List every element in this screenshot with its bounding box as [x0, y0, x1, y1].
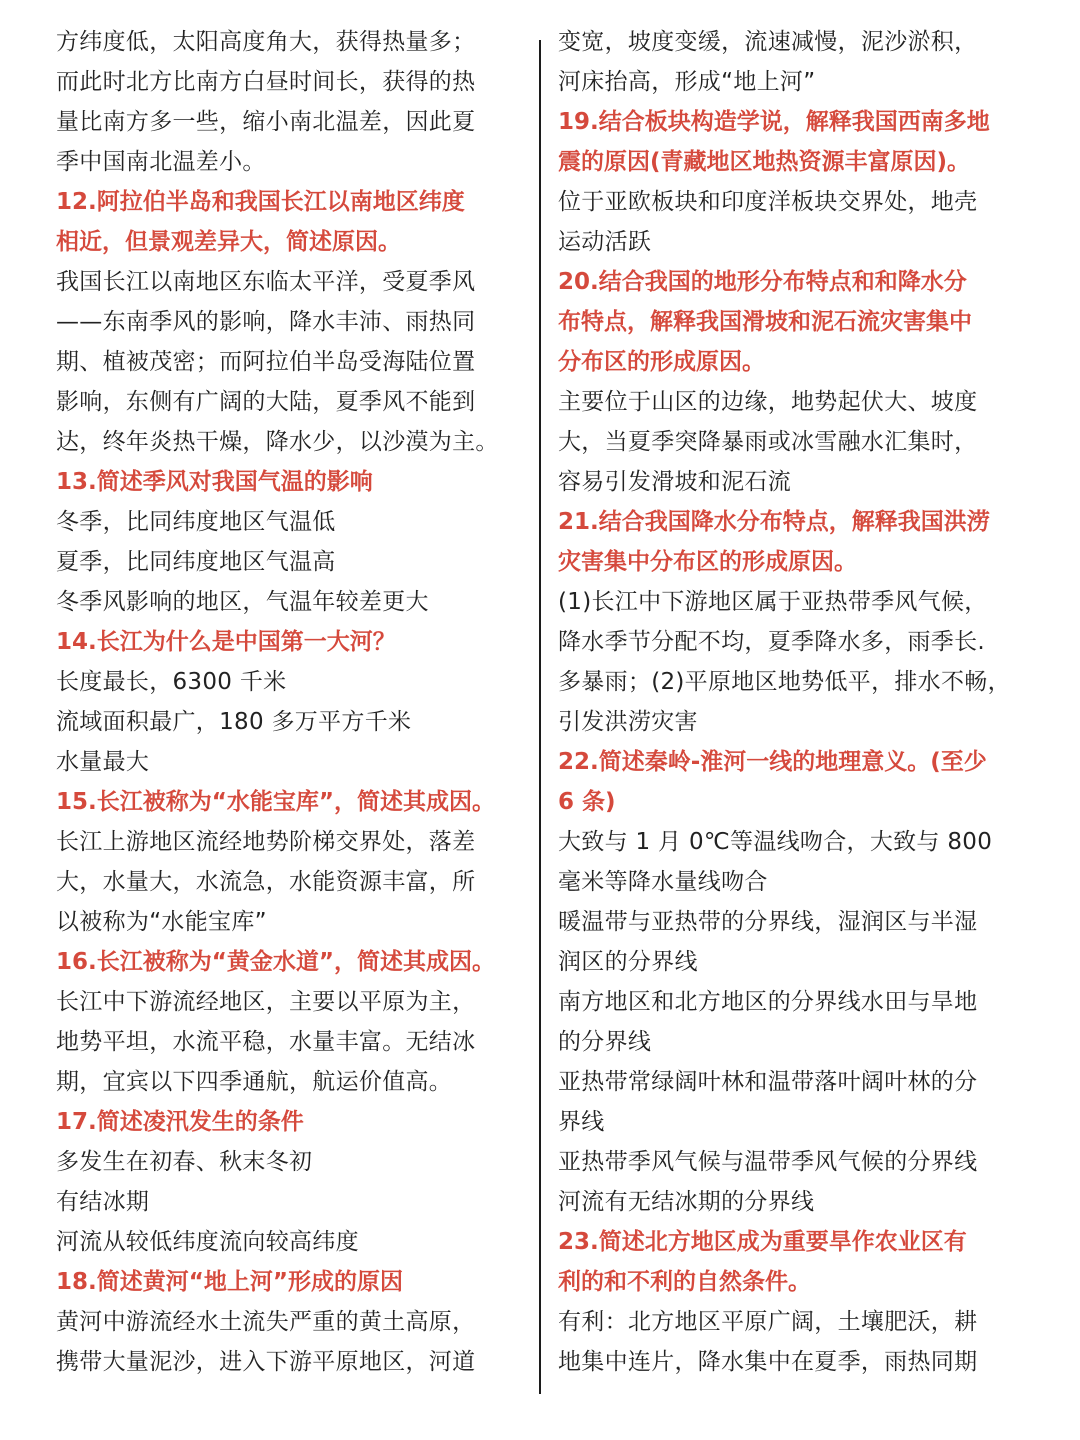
left-answer-line: 影响，东侧有广阔的大陆，夏季风不能到 [56, 389, 476, 415]
right-question-line: 利的和不利的自然条件。 [558, 1269, 811, 1295]
left-question-line: 14.长江为什么是中国第一大河？ [56, 629, 396, 655]
right-question-line: 20.结合我国的地形分布特点和和降水分 [558, 269, 967, 295]
left-answer-line: 季中国南北温差小。 [56, 149, 266, 175]
left-answer-line: 量比南方多一些，缩小南北温差，因此夏 [56, 109, 476, 135]
right-question-line: 布特点，解释我国滑坡和泥石流灾害集中 [558, 309, 972, 335]
right-question-line: 23.简述北方地区成为重要旱作农业区有 [558, 1229, 967, 1255]
left-answer-line: 冬季风影响的地区，气温年较差更大 [56, 589, 429, 615]
left-answer-line: 我国长江以南地区东临太平洋，受夏季风 [56, 269, 476, 295]
right-answer-line: 地集中连片，降水集中在夏季，雨热同期 [558, 1349, 978, 1375]
left-answer-line: 携带大量泥沙，进入下游平原地区，河道 [56, 1349, 476, 1375]
left-answer-line: 冬季，比同纬度地区气温低 [56, 509, 336, 535]
left-question-line: 13.简述季风对我国气温的影响 [56, 469, 373, 495]
left-answer-line: 多发生在初春、秋末冬初 [56, 1149, 313, 1175]
left-answer-line: ——东南季风的影响，降水丰沛、雨热同 [56, 309, 476, 335]
right-answer-line: 引发洪涝灾害 [558, 709, 698, 735]
right-answer-line: 多暴雨；(2)平原地区地势低平，排水不畅， [558, 669, 1011, 695]
left-answer-line: 长江中下游流经地区，主要以平原为主， [56, 989, 476, 1015]
right-answer-line: 容易引发滑坡和泥石流 [558, 469, 791, 495]
right-question-line: 21.结合我国降水分布特点，解释我国洪涝 [558, 509, 990, 535]
right-answer-line: (1)长江中下游地区属于亚热带季风气候， [558, 589, 988, 615]
right-answer-line: 南方地区和北方地区的分界线水田与旱地 [558, 989, 978, 1015]
right-answer-line: 位于亚欧板块和印度洋板块交界处，地壳 [558, 189, 978, 215]
left-answer-line: 达，终年炎热干燥，降水少，以沙漠为主。 [56, 429, 499, 455]
right-answer-line: 主要位于山区的边缘，地势起伏大、坡度 [558, 389, 978, 415]
right-column [558, 22, 1022, 1420]
left-answer-line: 夏季，比同纬度地区气温高 [56, 549, 336, 575]
left-answer-line: 黄河中游流经水土流失严重的黄土高原， [56, 1309, 476, 1335]
right-answer-line: 运动活跃 [558, 229, 652, 255]
right-answer-line: 大，当夏季突降暴雨或冰雪融水汇集时， [558, 429, 978, 455]
right-question-line: 6 条) [558, 789, 616, 815]
left-answer-line: 大，水量大，水流急，水能资源丰富，所 [56, 869, 476, 895]
right-question-line: 灾害集中分布区的形成原因。 [558, 549, 857, 575]
left-question-line: 15.长江被称为“水能宝库”，简述其成因。 [56, 789, 495, 815]
left-answer-line: 期，宜宾以下四季通航，航运价值高。 [56, 1069, 453, 1095]
right-answer-line: 大致与 1 月 0℃等温线吻合，大致与 800 [558, 829, 993, 855]
left-answer-line: 方纬度低，太阳高度角大，获得热量多； [56, 29, 476, 55]
right-answer-line: 亚热带季风气候与温带季风气候的分界线 [558, 1149, 978, 1175]
left-answer-line: 而此时北方比南方白昼时间长，获得的热 [56, 69, 476, 95]
left-question-line: 16.长江被称为“黄金水道”，简述其成因。 [56, 949, 495, 975]
left-answer-line: 长江上游地区流经地势阶梯交界处，落差 [56, 829, 476, 855]
right-answer-line: 的分界线 [558, 1029, 652, 1055]
left-answer-line: 水量最大 [56, 749, 150, 775]
right-answer-line: 暖温带与亚热带的分界线，湿润区与半湿 [558, 909, 978, 935]
right-answer-line: 河床抬高，形成“地上河” [558, 69, 816, 95]
right-answer-line: 毫米等降水量线吻合 [558, 869, 768, 895]
left-column [56, 22, 522, 1420]
left-answer-line: 河流从较低纬度流向较高纬度 [56, 1229, 359, 1255]
left-question-line: 相近，但景观差异大，简述原因。 [56, 229, 401, 255]
right-answer-line: 变宽，坡度变缓，流速减慢，泥沙淤积， [558, 29, 978, 55]
left-question-line: 18.简述黄河“地上河”形成的原因 [56, 1269, 403, 1295]
left-answer-line: 以被称为“水能宝库” [56, 909, 267, 935]
right-answer-line: 河流有无结冰期的分界线 [558, 1189, 815, 1215]
left-answer-line: 流域面积最广，180 多万平方千米 [56, 709, 412, 735]
right-answer-line: 有利：北方地区平原广阔，土壤肥沃，耕 [558, 1309, 978, 1335]
right-answer-line: 亚热带常绿阔叶林和温带落叶阔叶林的分 [558, 1069, 978, 1095]
left-answer-line: 期、植被茂密；而阿拉伯半岛受海陆位置 [56, 349, 476, 375]
left-answer-line: 有结冰期 [56, 1189, 150, 1215]
right-answer-line: 润区的分界线 [558, 949, 698, 975]
right-question-line: 震的原因(青藏地区地热资源丰富原因)。 [558, 149, 971, 175]
right-question-line: 分布区的形成原因。 [558, 349, 765, 375]
right-answer-line: 降水季节分配不均，夏季降水多，雨季长. [558, 629, 986, 655]
column-divider [539, 40, 541, 1394]
left-question-line: 17.简述凌汛发生的条件 [56, 1109, 304, 1135]
left-answer-line: 地势平坦，水流平稳，水量丰富。无结冰 [56, 1029, 476, 1055]
right-question-line: 22.简述秦岭-淮河一线的地理意义。(至少 [558, 749, 987, 775]
right-answer-line: 界线 [558, 1109, 605, 1135]
left-answer-line: 长度最长，6300 千米 [56, 669, 287, 695]
left-question-line: 12.阿拉伯半岛和我国长江以南地区纬度 [56, 189, 465, 215]
right-question-line: 19.结合板块构造学说，解释我国西南多地 [558, 109, 990, 135]
